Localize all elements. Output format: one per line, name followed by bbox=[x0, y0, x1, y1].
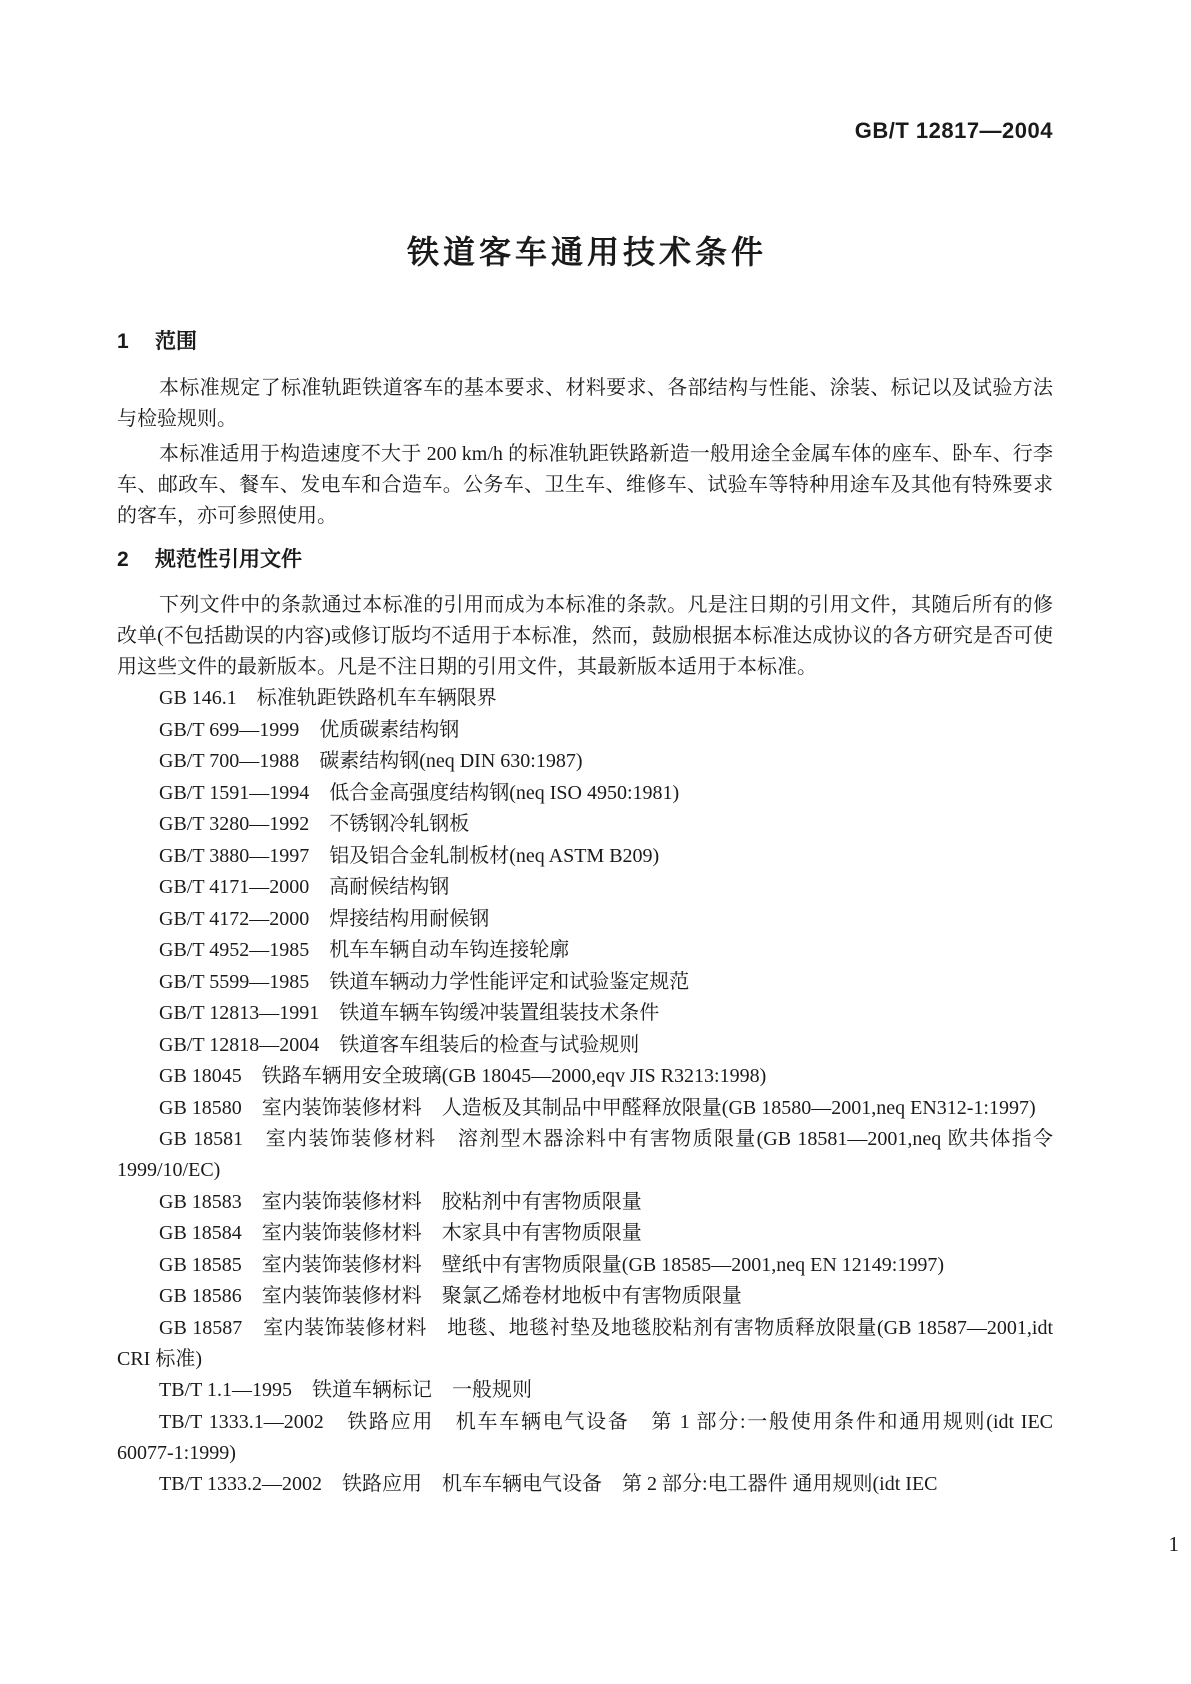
standard-number: GB/T 12817—2004 bbox=[854, 118, 1053, 143]
reference-item: GB 18580 室内装饰装修材料 人造板及其制品中甲醛释放限量(GB 18580—2001,neq EN312-1:1997) bbox=[159, 1096, 1036, 1119]
reference-item: GB 18586 室内装饰装修材料 聚氯乙烯卷材地板中有害物质限量 bbox=[159, 1285, 742, 1307]
reference-item: GB 18587 室内装饰装修材料 地毯、地毯衬垫及地毯胶粘剂有害物质释放限量(GB 18587—2001,idt CRI 标准) bbox=[117, 1316, 1053, 1370]
reference-item: GB/T 12813—1991 铁道车辆车钩缓冲装置组装技术条件 bbox=[159, 1002, 660, 1024]
reference-list bbox=[117, 683, 1053, 1500]
section-1-number: 1 bbox=[117, 330, 129, 353]
reference-item: GB/T 700—1988 碳素结构钢(neq DIN 630:1987) bbox=[159, 750, 583, 772]
reference-item: GB 18581 室内装饰装修材料 溶剂型木器涂料中有害物质限量(GB 18581—2001,neq 欧共体指令 1999/10/EC) bbox=[117, 1128, 1053, 1181]
reference-item: TB/T 1333.2—2002 铁路应用 机车车辆电气设备 第 2 部分:电工器件 通用规则(idt IEC bbox=[159, 1473, 938, 1495]
reference-item: GB 18585 室内装饰装修材料 壁纸中有害物质限量(GB 18585—2001,neq EN 12149:1997) bbox=[159, 1253, 944, 1276]
reference-item: GB 18584 室内装饰装修材料 木家具中有害物质限量 bbox=[159, 1222, 642, 1244]
reference-item: GB 18045 铁路车辆用安全玻璃(GB 18045—2000,eqv JIS R3213:1998) bbox=[159, 1065, 767, 1087]
section-2-title: 规范性引用文件 bbox=[155, 548, 302, 571]
reference-item: TB/T 1333.1—2002 铁路应用 机车车辆电气设备 第 1 部分:一般使用条件和通用规则(idt IEC 60077-1:1999) bbox=[117, 1410, 1053, 1464]
reference-item: GB/T 3880—1997 铝及铝合金轧制板材(neq ASTM B209) bbox=[159, 844, 660, 867]
reference-item: GB 146.1 标准轨距铁路机车车辆限界 bbox=[159, 687, 497, 709]
reference-item: GB/T 12818—2004 铁道客车组装后的检查与试验规则 bbox=[159, 1033, 640, 1056]
reference-item: GB/T 3280—1992 不锈钢冷轧钢板 bbox=[159, 813, 470, 835]
section-1-title: 范围 bbox=[155, 330, 197, 353]
reference-item: GB/T 1591—1994 低合金高强度结构钢(neq ISO 4950:1981) bbox=[159, 781, 680, 804]
reference-item: GB/T 4171—2000 高耐候结构钢 bbox=[159, 876, 450, 898]
scope-paragraph-1: 本标准规定了标准轨距铁道客车的基本要求、材料要求、各部结构与性能、涂装、标记以及试验方法与检验规则。 bbox=[117, 377, 1053, 430]
section-1-heading bbox=[117, 330, 1053, 353]
reference-item: GB/T 4172—2000 焊接结构用耐候钢 bbox=[159, 907, 490, 930]
page-content bbox=[117, 0, 1053, 1501]
normative-intro-paragraph: 下列文件中的条款通过本标准的引用而成为本标准的条款。凡是注日期的引用文件，其随后所有的修改单(不包括勘误的内容)或修订版均不适用于本标准，然而，鼓励根据本标准达成协议的各方研究是否可使用这些文件的最新版本。凡是不注日期的引用文件，其最新版本适用于本标准。 bbox=[117, 594, 1053, 678]
section-2-heading bbox=[117, 548, 1053, 571]
section-2-number: 2 bbox=[117, 548, 129, 571]
reference-item: TB/T 1.1—1995 铁道车辆标记 一般规则 bbox=[159, 1379, 532, 1401]
reference-item: GB/T 4952—1985 机车车辆自动车钩连接轮廓 bbox=[159, 939, 570, 961]
reference-item: GB/T 699—1999 优质碳素结构钢 bbox=[159, 718, 460, 741]
scope-paragraph-2: 本标准适用于构造速度不大于 200 km/h 的标准轨距铁路新造一般用途全金属车体的座车、卧车、行李车、邮政车、餐车、发电车和合造车。公务车、卫生车、维修车、试验车等特种用途车及其他有特殊要求的客车，亦可参照使用。 bbox=[117, 443, 1053, 527]
reference-item: GB/T 5599—1985 铁道车辆动力学性能评定和试验鉴定规范 bbox=[159, 970, 690, 993]
page-number: 1 bbox=[1168, 1532, 1179, 1556]
reference-item: GB 18583 室内装饰装修材料 胶粘剂中有害物质限量 bbox=[159, 1190, 642, 1213]
document-title: 铁道客车通用技术条件 bbox=[406, 234, 767, 270]
